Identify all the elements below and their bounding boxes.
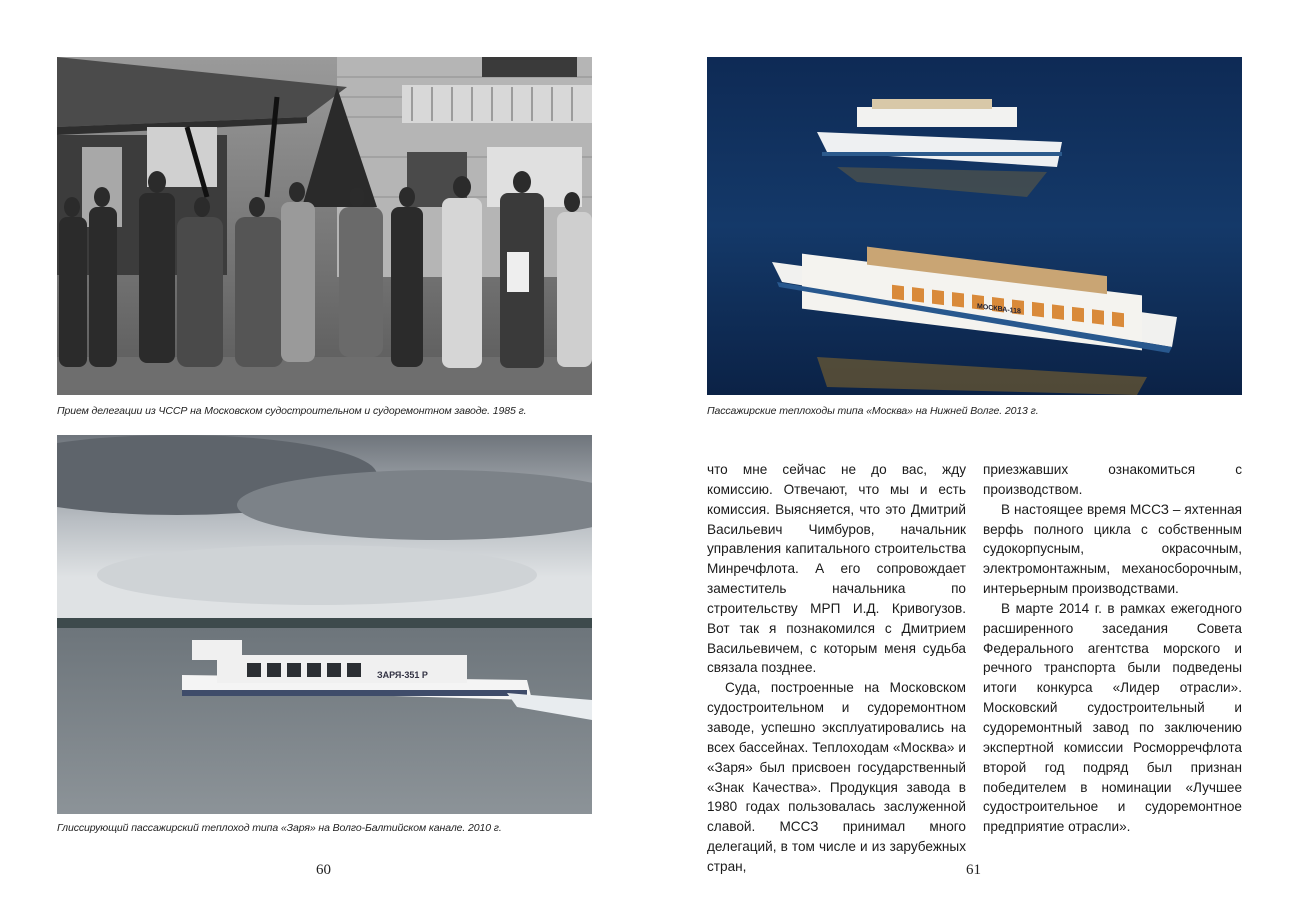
- paragraph: В марте 2014 г. в рамках ежегодного расширенного заседания Совета Федерального агентства морского и речного транспорта были подведены итоги конкурса «Лидер отрасли». Московский судостроительный и судоремонтный завод по заключению экспертной комиссии Росморречфлота второй год подряд был признан победителем в номинации «Лучшее судостроительное и судоремонтное предприятие отрасли».: [983, 600, 1242, 835]
- text-column-1: [707, 460, 966, 877]
- text-column-2: [983, 460, 1242, 837]
- paragraph: что мне сейчас не до вас, жду комиссию. Отвечают, что мы и есть комиссия. Выясняется, что это Дмитрий Васильевич Чимбуров, начальник управления капитального строительства Минречфлота. А его сопровождает заместитель начальника по строительству МРП И.Д. Кривогузов. Вот так я познакомился с Дмитрием Васильевичем, с которым меня судьба связала позднее.: [707, 462, 966, 676]
- page-number-left: 60: [316, 862, 331, 878]
- moskva-boat-name: МОСКВА-118: [977, 303, 1021, 316]
- moskva-river-boats-photo: [707, 57, 1242, 395]
- paragraph: Суда, построенные на Московском судостроительном и судоремонтном заводе, успешно эксплуатировались на всех бассейнах. Теплоходам «Москва» и «Заря» был присвоен государственный «Знак Качества». Продукция завода в 1980 годах пользовалась заслуженной славой. МССЗ принимал много делегаций, в том числе и из зарубежных стран,: [707, 680, 966, 874]
- delegation-group-photo: [57, 57, 592, 395]
- zarya-hydrofoil-photo: [57, 435, 592, 814]
- caption-zarya-photo: Глиссирующий пассажирский теплоход типа «Заря» на Волго-Балтийском канале. 2010 г.: [57, 822, 502, 834]
- caption-delegation-photo: Прием делегации из ЧССР на Московском судостроительном и судоремонтном заводе. 1985 г.: [57, 405, 527, 417]
- zarya-boat-name: ЗАРЯ-351 Р: [377, 670, 428, 680]
- paragraph: приезжавших ознакомиться с производством.: [983, 462, 1242, 497]
- caption-moskva-photo: Пассажирские теплоходы типа «Москва» на Нижней Волге. 2013 г.: [707, 405, 1039, 417]
- page-number-right: 61: [966, 862, 981, 878]
- paragraph: В настоящее время МССЗ – яхтенная верфь полного цикла с собственным судокорпусным, окрасочным, электромонтажным, механосборочным, интерьерным производствами.: [983, 501, 1242, 597]
